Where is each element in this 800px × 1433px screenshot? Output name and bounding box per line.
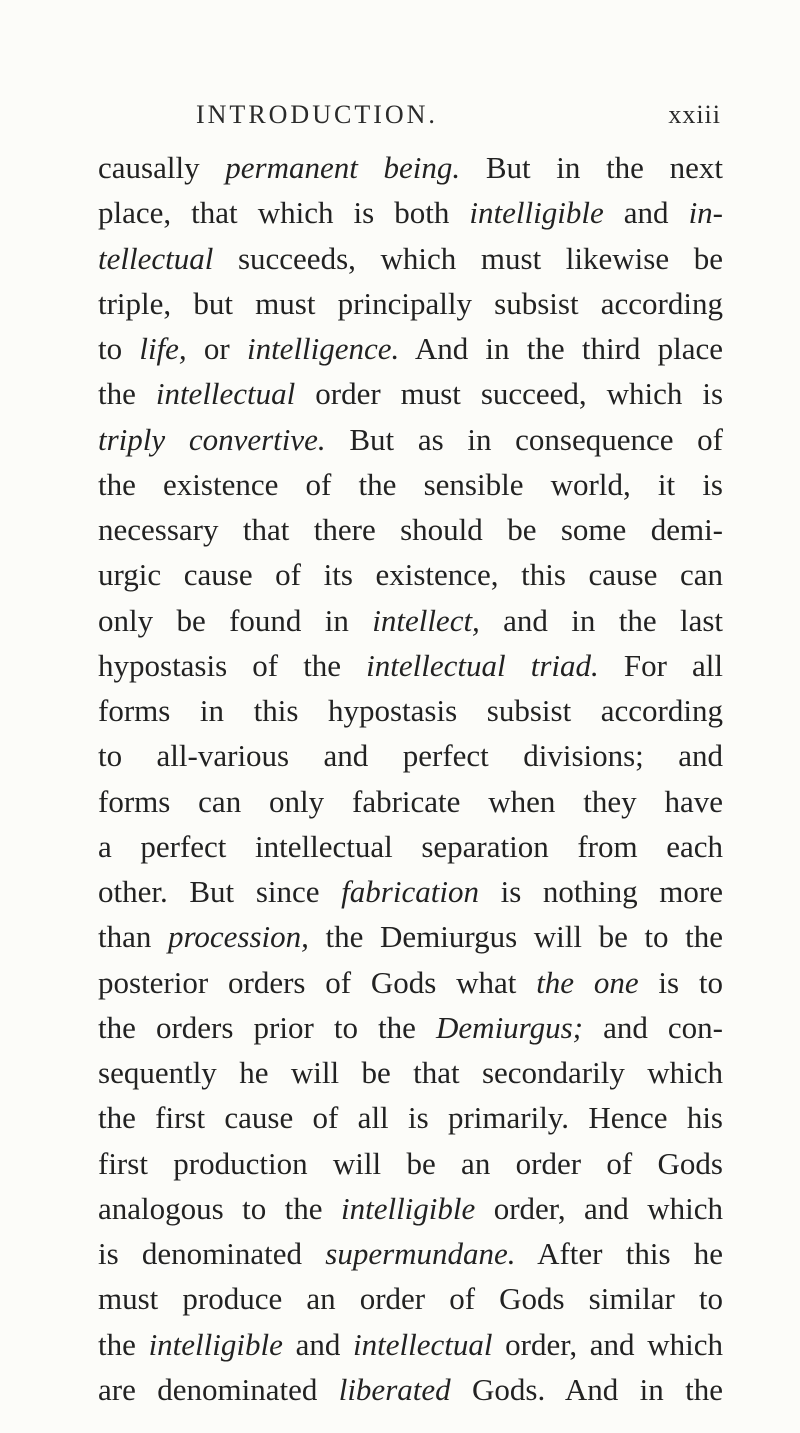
text-run: succeeds, which must likewise be [213,240,723,276]
text-line [98,281,723,326]
text-line [98,1095,723,1140]
text-line [98,869,723,914]
italic-text: in- [688,195,723,231]
body-text [98,145,723,1412]
text-line [98,236,723,281]
running-head [196,100,721,140]
text-run: Gods. And in the [450,1371,723,1407]
text-run: analogous to the [98,1190,341,1226]
text-line [98,779,723,824]
text-run: forms can only fabricate when they have [98,783,723,819]
text-run: But as in consequence of [325,421,723,457]
text-run: But in the next [460,150,723,185]
italic-text: intellect, [372,602,480,638]
running-title: INTRODUCTION. [196,100,438,129]
text-line [98,552,723,597]
italic-text: intelligence. [246,331,400,366]
text-run: the orders prior to the [98,1009,437,1045]
page-number: xxiii [668,100,721,129]
text-run: to [98,331,140,366]
text-run: posterior orders of Gods what [98,964,537,1000]
text-run: first production will be an order of Gods [98,1145,723,1181]
text-run: After this he [515,1236,723,1271]
text-line [98,1322,723,1367]
italic-text: the one [536,964,639,1000]
text-line [98,688,723,733]
text-run: and in the last [479,602,723,638]
text-run: causally [98,150,226,185]
text-run: is to [638,964,723,1000]
italic-text: fabrication [341,874,479,909]
text-line [98,417,723,462]
text-run: For all [598,647,723,683]
text-line [98,960,723,1005]
italic-text: permanent being. [225,150,461,185]
text-run: forms in this hypostasis subsist according [98,693,723,728]
text-run: and [603,195,689,231]
text-run: to all-various and perfect divisions; and [98,738,723,774]
text-line [98,145,723,190]
text-line [98,1050,723,1095]
text-run: must produce an order of Gods similar to [98,1281,723,1317]
text-run: And in the third place [399,331,723,366]
text-run: order, and which [492,1326,723,1362]
text-line [98,824,723,869]
italic-text: procession, [167,919,309,955]
text-run: only be found in [98,602,373,638]
italic-text: Demiurgus; [436,1009,583,1045]
text-run: the existence of the sensible world, it is [98,466,723,502]
text-run: is denominated [98,1236,326,1271]
italic-text: life, [139,331,187,366]
text-run: the Demiurgus will be to the [308,919,723,955]
italic-text: tellectual [98,240,214,276]
italic-text: intelligible [148,1326,283,1362]
text-line [98,190,723,235]
text-line [98,1276,723,1321]
italic-text: supermundane. [325,1236,516,1271]
text-line [98,507,723,552]
text-run: triple, but must principally subsist according [98,285,723,321]
text-line [98,462,723,507]
text-line [98,1231,723,1276]
text-run: place, that which is both [98,195,470,231]
text-line [98,1367,723,1412]
text-run: the first cause of all is primarily. Hence his [98,1100,723,1136]
text-line [98,1186,723,1231]
text-run: than [98,919,168,955]
text-run: a perfect intellectual separation from each [98,828,723,864]
text-run: and con- [582,1009,723,1045]
text-run: are denominated [98,1371,339,1407]
text-run: and [282,1326,354,1362]
text-line [98,371,723,416]
text-run: necessary that there should be some demi- [98,512,723,547]
text-run: hypostasis of the [98,647,367,683]
text-run: or [186,331,247,366]
text-run: is nothing more [478,874,723,909]
text-line [98,733,723,778]
text-run: urgic cause of its existence, this cause can [98,557,723,593]
italic-text: intellectual [353,1326,493,1362]
text-run: sequently he will be that secondarily which [98,1055,723,1090]
text-run: order must succeed, which is [295,376,723,412]
italic-text: intellectual triad. [366,647,599,683]
text-run: other. But since [98,874,342,909]
text-line [98,914,723,959]
italic-text: intellectual [155,376,296,412]
italic-text: intelligible [340,1190,476,1226]
text-run: order, and which [475,1190,723,1226]
italic-text: liberated [338,1371,451,1407]
text-line [98,598,723,643]
text-line [98,1141,723,1186]
text-run: the [98,1326,149,1362]
text-run: the [98,376,156,412]
text-line [98,1005,723,1050]
italic-text: triply convertive. [98,421,326,457]
text-line [98,326,723,371]
italic-text: intelligible [469,195,604,231]
text-line [98,643,723,688]
